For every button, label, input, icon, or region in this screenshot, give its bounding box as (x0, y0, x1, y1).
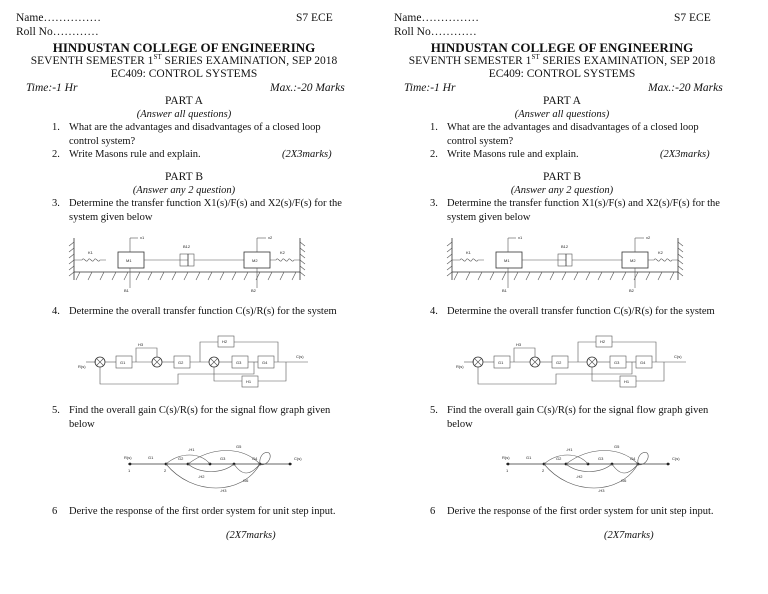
part-b-marks: (2X7marks) (604, 530, 654, 541)
sfg-g5-label: G5 (236, 444, 242, 449)
part-a-title: PART A (165, 95, 203, 107)
q3-text-line1: Determine the transfer function X1(s)/F(s) and X2(s)/F(s) for the (69, 198, 342, 209)
part-a-title: PART A (543, 95, 581, 107)
k1-label: K1 (466, 250, 471, 255)
q5-number: 5. (52, 405, 60, 416)
part-b-title: PART B (165, 171, 203, 183)
mechanical-system-diagram (68, 232, 328, 296)
part-a-marks: (2X3marks) (660, 149, 710, 160)
b1-label: B1 (502, 288, 507, 293)
q1-number: 1. (430, 122, 438, 133)
x1-label: x1 (140, 235, 145, 240)
sfg-node2-label: 2 (542, 468, 545, 473)
block-output-label: C(s) (674, 354, 682, 359)
block-input-label: R(s) (456, 364, 464, 369)
q1-text-line1: What are the advantages and disadvantages of a closed loop (447, 122, 699, 133)
time-label: Time:-1 Hr (26, 82, 78, 94)
b2-label: B2 (629, 288, 634, 293)
sfg-h3-label: -H3 (220, 488, 227, 493)
m1-label: M1 (126, 258, 132, 263)
q3-text-line1: Determine the transfer function X1(s)/F(s) and X2(s)/F(s) for the (447, 198, 720, 209)
q5-text-line2: below (447, 419, 473, 430)
q3-text-line2: system given below (69, 212, 153, 223)
semester-line: SEVENTH SEMESTER 1ST SERIES EXAMINATION, SEP 2018 (30, 53, 338, 67)
sfg-input-label: R(s) (124, 455, 132, 460)
b12-label: B12 (561, 244, 569, 249)
sfg-g6-label: G6 (621, 478, 627, 483)
m2-label: M2 (252, 258, 258, 263)
q6-number: 6 (430, 506, 436, 517)
block-diagram (78, 330, 328, 392)
roll-label: Roll No………… (394, 26, 477, 38)
h3-block-label: H3 (516, 342, 522, 347)
sfg-h3-label: -H3 (598, 488, 605, 493)
sfg-g2-label: G2 (556, 456, 562, 461)
sfg-g5-label: G5 (614, 444, 620, 449)
sfg-h2-label: -H2 (198, 474, 205, 479)
sfg-g1-label: G1 (526, 455, 532, 460)
q6-number: 6 (52, 506, 58, 517)
sfg-output-label: C(s) (294, 456, 302, 461)
q2-number: 2. (52, 149, 60, 160)
block-diagram (456, 330, 706, 392)
q4-number: 4. (430, 306, 438, 317)
roll-label: Roll No………… (16, 26, 99, 38)
q4-text: Determine the overall transfer function C(s)/R(s) for the system (447, 306, 715, 317)
part-b-title: PART B (543, 171, 581, 183)
g2-block-label: G2 (178, 360, 184, 365)
g4-block-label: G4 (640, 360, 646, 365)
question-paper-left (14, 0, 374, 594)
name-label: Name…………… (16, 12, 101, 24)
q6-text: Derive the response of the first order system for unit step input. (447, 506, 714, 517)
sfg-g2-label: G2 (178, 456, 184, 461)
h1-block-label: H1 (624, 379, 630, 384)
class-label: S7 ECE (674, 12, 711, 24)
sfg-h2-label: -H2 (576, 474, 583, 479)
x2-label: x2 (268, 235, 273, 240)
b1-label: B1 (124, 288, 129, 293)
sfg-node1-label: 1 (128, 468, 131, 473)
g1-block-label: G1 (120, 360, 126, 365)
part-b-instruction: (Answer any 2 question) (132, 185, 236, 196)
block-input-label: R(s) (78, 364, 86, 369)
m2-label: M2 (630, 258, 636, 263)
x1-label: x1 (518, 235, 523, 240)
q1-number: 1. (52, 122, 60, 133)
part-a-marks: (2X3marks) (282, 149, 332, 160)
sfg-node1-label: 1 (506, 468, 509, 473)
course-title: EC409: CONTROL SYSTEMS (488, 68, 636, 80)
semester-line: SEVENTH SEMESTER 1ST SERIES EXAMINATION, SEP 2018 (408, 53, 716, 67)
h3-block-label: H3 (138, 342, 144, 347)
q3-number: 3. (52, 198, 60, 209)
class-label: S7 ECE (296, 12, 333, 24)
question-paper-right (392, 0, 752, 594)
g1-block-label: G1 (498, 360, 504, 365)
x2-label: x2 (646, 235, 651, 240)
q5-number: 5. (430, 405, 438, 416)
k2-label: K2 (658, 250, 663, 255)
q1-text-line1: What are the advantages and disadvantages of a closed loop (69, 122, 321, 133)
sfg-h1-label: -H1 (188, 447, 195, 452)
sfg-g1-label: G1 (148, 455, 154, 460)
h1-block-label: H1 (246, 379, 252, 384)
block-output-label: C(s) (296, 354, 304, 359)
signal-flow-graph (122, 440, 322, 496)
sfg-h1-label: -H1 (566, 447, 573, 452)
part-a-instruction: (Answer all questions) (136, 109, 232, 120)
q2-number: 2. (430, 149, 438, 160)
q2-text: Write Masons rule and explain. (69, 149, 201, 160)
sfg-g3-label: G3 (220, 456, 226, 461)
m1-label: M1 (504, 258, 510, 263)
q5-text-line2: below (69, 419, 95, 430)
g2-block-label: G2 (556, 360, 562, 365)
sfg-node2-label: 2 (164, 468, 167, 473)
q1-text-line2: control system? (447, 136, 514, 147)
b2-label: B2 (251, 288, 256, 293)
h2-block-label: H2 (600, 339, 606, 344)
part-b-instruction: (Answer any 2 question) (510, 185, 614, 196)
g3-block-label: G3 (614, 360, 620, 365)
mechanical-system-diagram (446, 232, 706, 296)
max-marks-label: Max.:-20 Marks (270, 82, 345, 94)
q2-text: Write Masons rule and explain. (447, 149, 579, 160)
name-label: Name…………… (394, 12, 479, 24)
sfg-g4-label: G4 (630, 456, 636, 461)
time-label: Time:-1 Hr (404, 82, 456, 94)
q5-text-line1: Find the overall gain C(s)/R(s) for the signal flow graph given (447, 405, 709, 416)
b12-label: B12 (183, 244, 191, 249)
q4-text: Determine the overall transfer function C(s)/R(s) for the system (69, 306, 337, 317)
g4-block-label: G4 (262, 360, 268, 365)
q1-text-line2: control system? (69, 136, 136, 147)
college-title: HINDUSTAN COLLEGE OF ENGINEERING (430, 40, 694, 55)
sfg-output-label: C(s) (672, 456, 680, 461)
q4-number: 4. (52, 306, 60, 317)
q3-text-line2: system given below (447, 212, 531, 223)
sfg-g4-label: G4 (252, 456, 258, 461)
q3-number: 3. (430, 198, 438, 209)
sfg-g3-label: G3 (598, 456, 604, 461)
q5-text-line1: Find the overall gain C(s)/R(s) for the signal flow graph given (69, 405, 331, 416)
k2-label: K2 (280, 250, 285, 255)
max-marks-label: Max.:-20 Marks (648, 82, 723, 94)
part-b-marks: (2X7marks) (226, 530, 276, 541)
k1-label: K1 (88, 250, 93, 255)
course-title: EC409: CONTROL SYSTEMS (110, 68, 258, 80)
h2-block-label: H2 (222, 339, 228, 344)
g3-block-label: G3 (236, 360, 242, 365)
part-a-instruction: (Answer all questions) (514, 109, 610, 120)
sfg-input-label: R(s) (502, 455, 510, 460)
sfg-g6-label: G6 (243, 478, 249, 483)
q6-text: Derive the response of the first order system for unit step input. (69, 506, 336, 517)
college-title: HINDUSTAN COLLEGE OF ENGINEERING (52, 40, 316, 55)
signal-flow-graph (500, 440, 700, 496)
